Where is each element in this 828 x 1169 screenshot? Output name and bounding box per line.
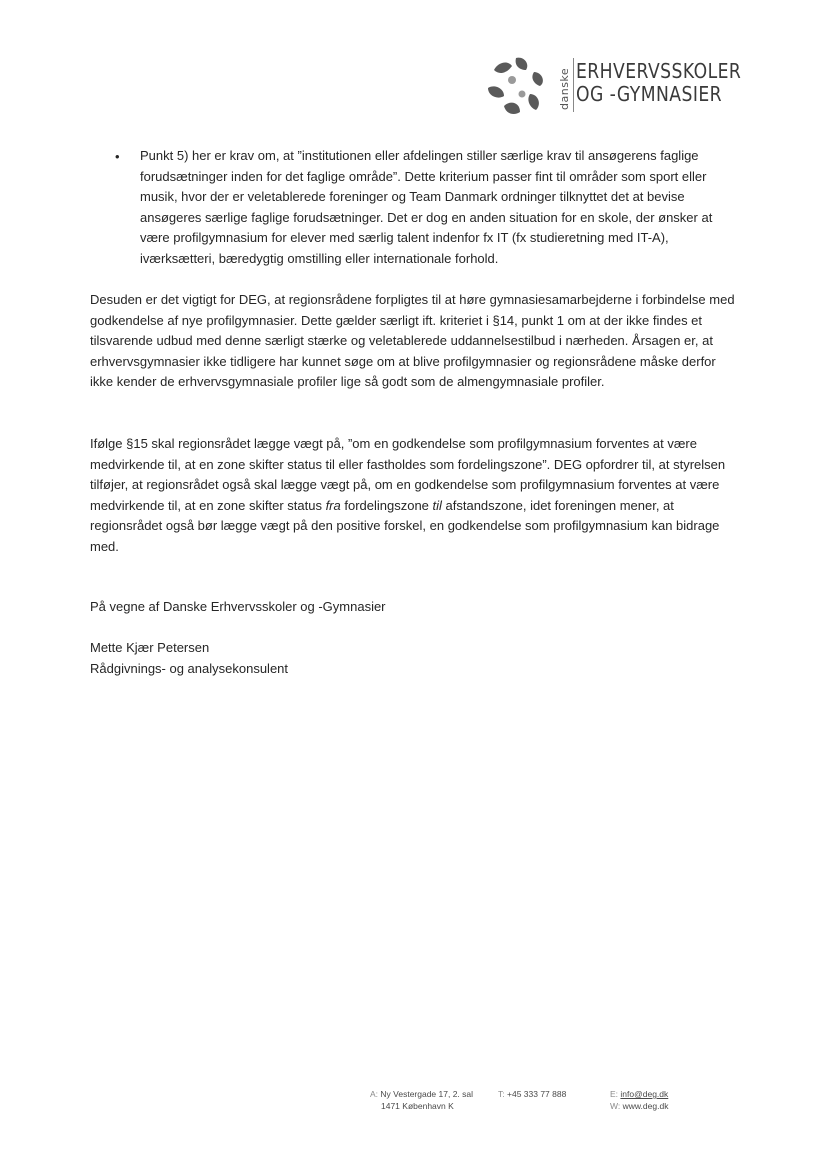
- logo-title-line1: ERHVERVSSKOLER: [576, 59, 742, 83]
- paragraph-part: Ifølge §15 skal regionsrådet lægge vægt på, ”om en godkendelse som profilgymnasium forventes at være medvirkende til, at en zone skifter status til eller fastholdes som fordelingszone”. DEG opfordrer til, at styrelsen tilføjer, at regionsrådet også skal lægge vægt på, om en godkendelse som profilgymnasium forventes at være medvirkende til, at en zone skifter status: [90, 436, 726, 513]
- paragraph-regionsraad: Desuden er det vigtigt for DEG, at regionsrådene forpligtes til at høre gymnasiesamarbejderne i forbindelse med godkendelse af nye profilgymnasier. Dette gælder særligt ift. kriteriet i §14, punkt 1 om at der ikke findes et tilsvarende udbud med denne særligt stærke og veletablerede uddannelsestilbud i nærheden. Årsagen er, at erhvervsgymnasier ikke tidligere har kunnet søge om at blive profilgymnasier og regionsrådene måske derfor ikke kender de erhvervsgymnasiale profiler lige så godt som de almengymnasiale profiler.: [90, 292, 735, 390]
- signatory-title: Rådgivnings- og analysekonsulent: [90, 661, 289, 676]
- address-line2: 1471 København K: [381, 1101, 454, 1111]
- footer-phone: [498, 1088, 566, 1100]
- deg-logo: [484, 54, 744, 124]
- phone-label: T:: [498, 1089, 505, 1099]
- emphasis-til: til: [432, 497, 442, 513]
- footer-address: [370, 1088, 473, 1112]
- phone-number: +45 333 77 888: [507, 1089, 567, 1099]
- paragraph-part: fordelingszone: [340, 497, 433, 513]
- footer-contact: [610, 1088, 668, 1112]
- signatory-name: Mette Kjær Petersen: [90, 640, 210, 655]
- email-label: E:: [610, 1089, 619, 1099]
- logo-title-line2: OG -GYMNASIER: [576, 82, 723, 106]
- web-link[interactable]: www.deg.dk: [622, 1101, 669, 1111]
- address-line1: Ny Vestergade 17, 2. sal: [380, 1089, 474, 1099]
- paragraph-paragraf-15: [90, 434, 740, 558]
- web-label: W:: [610, 1101, 621, 1111]
- address-label: A:: [370, 1089, 379, 1099]
- bullet-paragraph: Punkt 5) her er krav om, at ”institutionen eller afdelingen stiller særlige krav til ansøgerens faglige forudsætninger inden for det faglige område”. Dette kriterium passer fint til områder som sport eller musik, hvor der er veletablerede foreninger og Team Danmark ordninger tilknyttet det at bevise ansøgeres særlige faglige forudsætninger. Det er dog en anden situation for en skole, der ønsker at være profilgymnasium for elever med særlig talent indenfor fx IT (fx studieretning med IT-A), iværksætteri, bæredygtig omstilling eller internationale forhold.: [140, 148, 713, 266]
- paragraph-part: afstandszone, idet foreningen mener, at regionsrådet også bør lægge vægt på den positive forskel, en godkendelse som profilgymnasium kan bidrage med.: [90, 497, 720, 554]
- star-logo-icon: [484, 54, 556, 118]
- logo-danske-text: danske: [558, 67, 571, 110]
- closing-line: På vegne af Danske Erhvervsskoler og -Gymnasier: [90, 599, 386, 614]
- logo-divider: [573, 58, 574, 112]
- emphasis-fra: fra: [325, 497, 341, 513]
- email-link[interactable]: info@deg.dk: [620, 1089, 669, 1099]
- bullet-dot: •: [115, 149, 120, 164]
